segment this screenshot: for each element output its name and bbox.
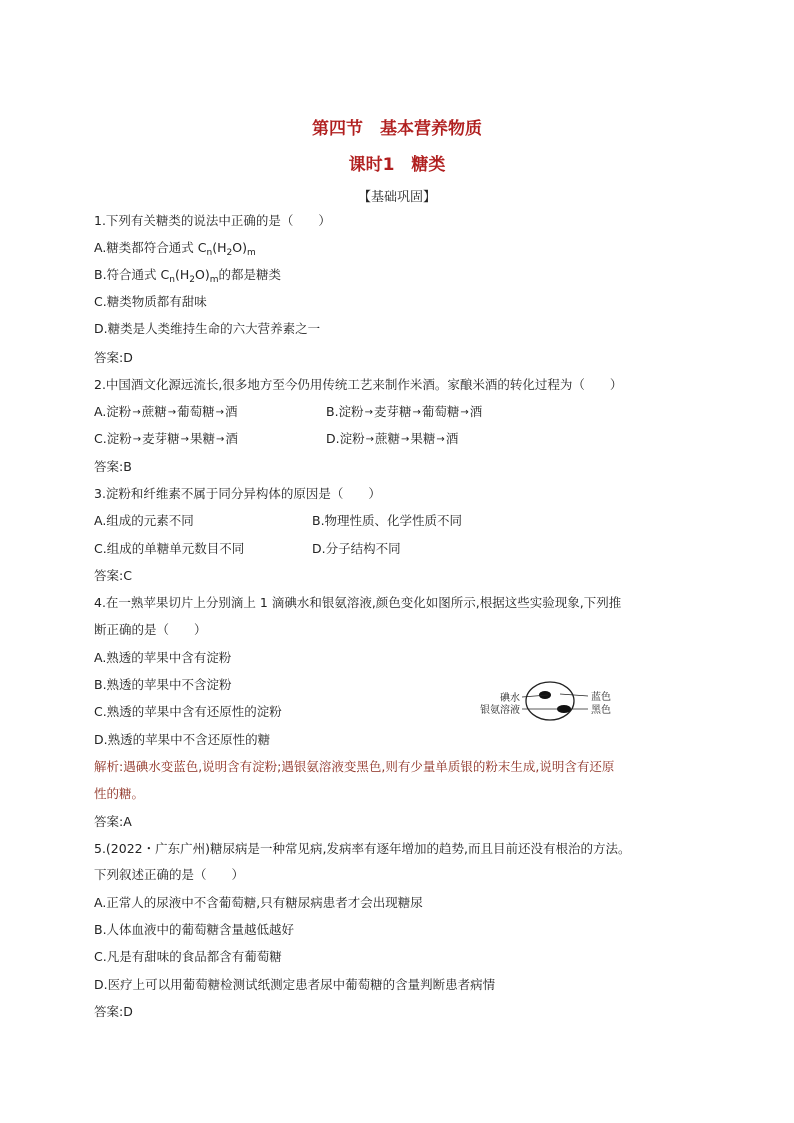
q4-option-c: C.熟透的苹果中含有还原性的淀粉 <box>94 704 282 719</box>
label-iodine: 碘水 <box>500 693 520 704</box>
q1-answer: 答案:D <box>94 350 133 365</box>
q2-option-a: A.淀粉→蔗糖→葡萄糖→酒 <box>94 404 238 419</box>
q3-option-b: B.物理性质、化学性质不同 <box>312 513 463 528</box>
q4-stem-line1: 4.在一熟苹果切片上分别滴上 1 滴碘水和银氨溶液,颜色变化如图所示,根据这些实验现象,下列推 <box>94 595 622 610</box>
label-black: 黑色 <box>591 705 611 716</box>
page-title: 第四节 基本营养物质 <box>312 119 482 139</box>
label-silver-ammonia: 银氨溶液 <box>480 705 520 716</box>
q5-option-a: A.正常人的尿液中不含葡萄糖,只有糖尿病患者才会出现糖尿 <box>94 895 423 910</box>
q5-option-c: C.凡是有甜味的食品都含有葡萄糖 <box>94 949 282 964</box>
q4-option-d: D.熟透的苹果中不含还原性的糖 <box>94 732 271 747</box>
q2-answer: 答案:B <box>94 459 132 474</box>
q5-option-b: B.人体血液中的葡萄糖含量越低越好 <box>94 922 295 937</box>
q3-option-a: A.组成的元素不同 <box>94 513 194 528</box>
q4-stem-line2: 断正确的是（ ） <box>94 622 207 637</box>
q5-option-d: D.医疗上可以用葡萄糖检测试纸测定患者尿中葡萄糖的含量判断患者病情 <box>94 977 496 992</box>
q1-option-c: C.糖类物质都有甜味 <box>94 294 207 309</box>
q5-answer: 答案:D <box>94 1004 133 1019</box>
apple-slice-figure <box>470 678 630 724</box>
q4-explanation-line2: 性的糖。 <box>94 786 145 801</box>
q2-option-b: B.淀粉→麦芽糖→葡萄糖→酒 <box>326 404 483 419</box>
q3-answer: 答案:C <box>94 568 132 583</box>
q2-option-d: D.淀粉→蔗糖→果糖→酒 <box>326 431 459 446</box>
q1-option-a: A.糖类都符合通式 $C_n(H_2O)_m$ <box>94 240 256 258</box>
q3-stem: 3.淀粉和纤维素不属于同分异构体的原因是（ ） <box>94 486 381 501</box>
q2-option-c: C.淀粉→麦芽糖→果糖→酒 <box>94 431 238 446</box>
q1-stem: 1.下列有关糖类的说法中正确的是（ ） <box>94 213 331 228</box>
apple-slice-outline <box>526 682 574 720</box>
q5-stem-line2: 下列叙述正确的是（ ） <box>94 867 245 882</box>
q4-explanation-line1: 解析:遇碘水变蓝色,说明含有淀粉;遇银氨溶液变黑色,则有少量单质银的粉末生成,说明含有还原 <box>94 759 615 774</box>
page-subtitle: 课时1 糖类 <box>348 155 446 175</box>
q4-option-a: A.熟透的苹果中含有淀粉 <box>94 650 232 665</box>
q1-option-b: B.符合通式 $C_n(H_2O)_m$的都是糖类 <box>94 267 282 285</box>
q1-option-d: D.糖类是人类维持生命的六大营养素之一 <box>94 321 321 336</box>
label-blue: 蓝色 <box>591 692 611 703</box>
q3-option-c: C.组成的单糖单元数目不同 <box>94 541 245 556</box>
q4-option-b: B.熟透的苹果中不含淀粉 <box>94 677 232 692</box>
section-heading: 【基础巩固】 <box>357 190 436 205</box>
q4-answer: 答案:A <box>94 814 132 829</box>
q3-option-d: D.分子结构不同 <box>312 541 401 556</box>
q5-stem-line1: 5.(2022・广东广州)糖尿病是一种常见病,发病率有逐年增加的趋势,而且目前还没有根治的方法。 <box>94 841 631 856</box>
q2-stem: 2.中国酒文化源远流长,很多地方至今仍用传统工艺来制作米酒。家酿米酒的转化过程为（ ） <box>94 377 623 392</box>
